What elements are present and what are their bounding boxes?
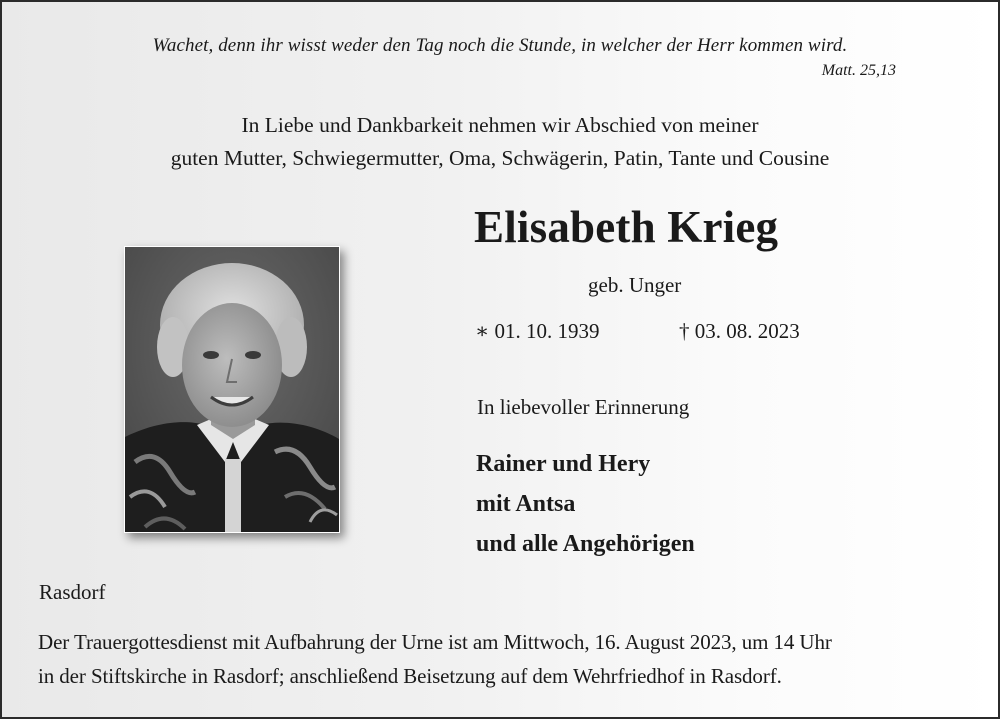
mourner-line: mit Antsa [476, 491, 576, 517]
portrait-photo [124, 246, 340, 533]
birth-name: geb. Unger [588, 273, 682, 297]
intro-line-2: guten Mutter, Schwiegermutter, Oma, Schwägerin, Patin, Tante und Cousine [170, 146, 830, 170]
place-name: Rasdorf [39, 580, 106, 604]
intro-line-1: In Liebe und Dankbarkeit nehmen wir Abschied von meiner [241, 113, 759, 137]
mourner-line: Rainer und Hery [476, 451, 651, 477]
mourner-line: und alle Angehörigen [476, 531, 695, 557]
deceased-name: Elisabeth Krieg [474, 202, 779, 252]
birth-date: ∗ 01. 10. 1939 [475, 319, 600, 343]
memory-line: In liebevoller Erinnerung [477, 395, 690, 419]
verse-reference: Matt. 25,13 [821, 62, 896, 79]
service-info-line-2: in der Stiftskirche in Rasdorf; anschließend Beisetzung auf dem Wehrfriedhof in Rasdorf. [38, 664, 782, 688]
bible-verse: Wachet, denn ihr wisst weder den Tag noch die Stunde, in welcher der Herr kommen wird. [152, 35, 848, 56]
service-info-line-1: Der Trauergottesdienst mit Aufbahrung der Urne ist am Mittwoch, 16. August 2023, um 14 Uhr [38, 630, 832, 654]
death-date: † 03. 08. 2023 [679, 319, 800, 343]
